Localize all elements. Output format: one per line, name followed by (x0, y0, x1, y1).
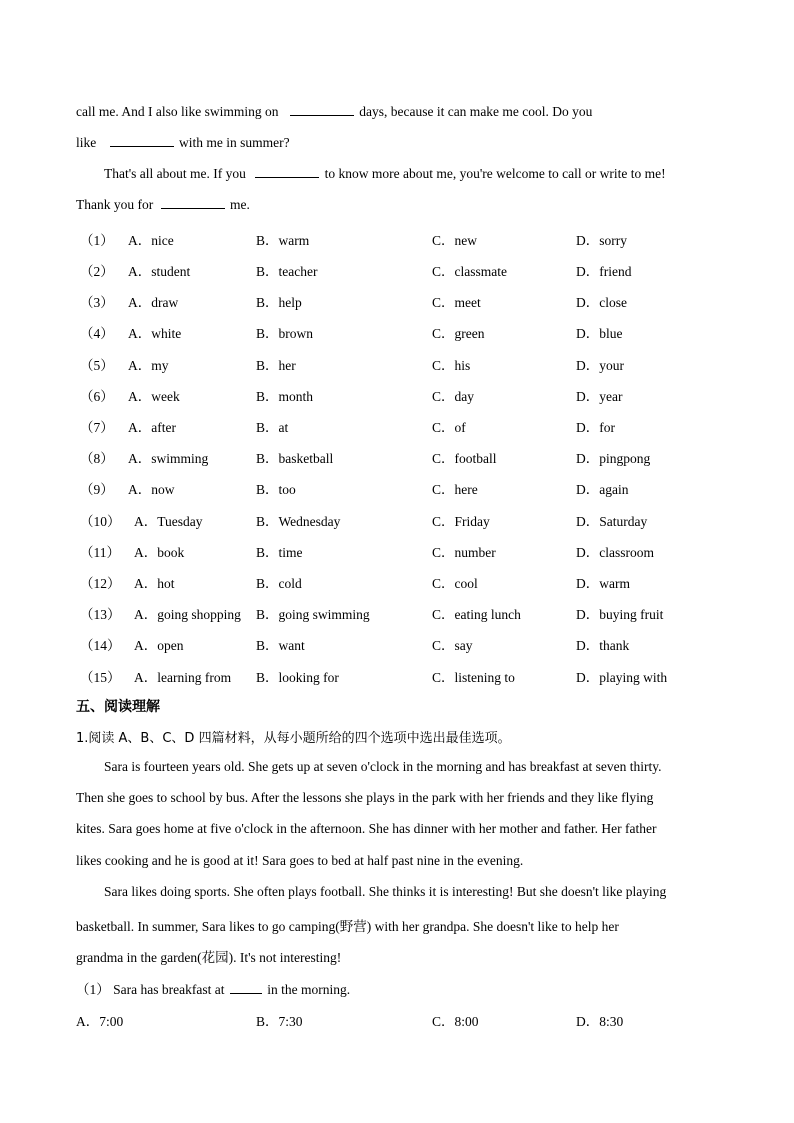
cloze-text: call me. And I also like swimming on (76, 104, 279, 119)
option-d: D．Saturday (576, 514, 648, 529)
question-stem-text: in the morning. (267, 982, 351, 997)
passage-line: Sara likes doing sports. She often plays football. She thinks it is interesting! But she doesn't like playing (104, 884, 667, 899)
cloze-text: days, because it can make me cool. Do you (359, 104, 593, 119)
option-b: B．going swimming (256, 607, 370, 622)
answer-blank (290, 104, 354, 116)
option-a: A．book (134, 545, 185, 560)
option-c: C．classmate (432, 264, 507, 279)
option-row (76, 291, 716, 311)
option-d: D．thank (576, 638, 630, 653)
option-b: B．at (256, 420, 289, 435)
option-b: B．warm (256, 233, 310, 248)
passage-line: kites. Sara goes home at five o'clock in the afternoon. She has dinner with her mother and father. Her father (76, 821, 657, 836)
question-number: （14） (80, 638, 121, 653)
answer-blank (110, 135, 174, 147)
question-number: （10） (80, 514, 121, 529)
option-b: B．basketball (256, 451, 334, 466)
section-instruction: 1.阅读 A、B、C、D 四篇材料，从每小题所给的四个选项中选出最佳选项。 (76, 731, 511, 746)
question-number: （4） (80, 326, 114, 341)
option-b: B．her (256, 358, 296, 373)
option-d: D．8:30 (576, 1014, 624, 1029)
option-d: D．for (576, 420, 615, 435)
section-title: 五、阅读理解 (76, 699, 160, 715)
option-c: C．of (432, 420, 466, 435)
option-a: A．draw (128, 295, 179, 310)
option-b: B．month (256, 389, 314, 404)
option-a: A．open (134, 638, 184, 653)
question-number: （7） (80, 420, 114, 435)
passage-line: basketball. In summer, Sara likes to go camping(野营) with her grandpa. She doesn't like to help her (76, 919, 619, 934)
option-a: A．going shopping (134, 607, 241, 622)
option-a: A．learning from (134, 670, 232, 685)
question-number: （8） (80, 451, 114, 466)
question-number: （5） (80, 358, 114, 373)
option-row (76, 1010, 716, 1030)
passage-line: Then she goes to school by bus. After the lessons she plays in the park with her friends and they like flying (76, 790, 654, 805)
option-row (76, 510, 716, 530)
option-c: C．meet (432, 295, 481, 310)
question-number: （12） (80, 576, 121, 591)
answer-blank (230, 982, 262, 994)
option-row (76, 416, 716, 436)
option-a: A．my (128, 358, 169, 373)
cloze-text: with me in summer? (179, 135, 290, 150)
option-a: A．7:00 (76, 1014, 124, 1029)
option-d: D．classroom (576, 545, 654, 560)
option-c: C．his (432, 358, 471, 373)
option-row (76, 541, 716, 561)
option-d: D．year (576, 389, 623, 404)
question-number: （15） (80, 670, 121, 685)
cloze-text: to know more about me, you're welcome to call or write to me! (324, 166, 666, 181)
cloze-line-4 (76, 197, 250, 213)
option-d: D．blue (576, 326, 623, 341)
option-d: D．your (576, 358, 624, 373)
option-a: A．student (128, 264, 191, 279)
option-c: C．listening to (432, 670, 515, 685)
cloze-text: Thank you for (76, 197, 154, 212)
option-row (76, 666, 716, 686)
option-b: B．too (256, 482, 296, 497)
option-b: B．7:30 (256, 1014, 303, 1029)
option-d: D．playing with (576, 670, 668, 685)
option-b: B．cold (256, 576, 302, 591)
option-d: D．warm (576, 576, 630, 591)
option-d: D．close (576, 295, 627, 310)
question-number: （13） (80, 607, 121, 622)
cloze-line-3 (104, 166, 666, 182)
option-c: C．green (432, 326, 485, 341)
option-c: C．new (432, 233, 477, 248)
option-b: B．Wednesday (256, 514, 341, 529)
answer-blank (161, 197, 225, 209)
option-c: C．here (432, 482, 478, 497)
question-number: （9） (80, 482, 114, 497)
option-b: B．want (256, 638, 305, 653)
cloze-text: like (76, 135, 97, 150)
option-row (76, 478, 716, 498)
question-number: （11） (80, 545, 120, 560)
option-b: B．help (256, 295, 302, 310)
question-stem (76, 978, 350, 998)
option-row (76, 447, 716, 467)
option-c: C．day (432, 389, 474, 404)
passage-line: grandma in the garden(花园). It's not interesting! (76, 950, 342, 965)
cloze-line-1 (76, 104, 592, 120)
option-d: D．again (576, 482, 629, 497)
option-b: B．time (256, 545, 303, 560)
cloze-line-2 (76, 135, 290, 151)
passage-line: Sara is fourteen years old. She gets up at seven o'clock in the morning and has breakfast at seven thirty. (104, 759, 662, 774)
option-c: C．football (432, 451, 497, 466)
option-d: D．buying fruit (576, 607, 664, 622)
option-b: B．brown (256, 326, 313, 341)
question-number: （3） (80, 295, 114, 310)
option-a: A．nice (128, 233, 174, 248)
option-a: A．after (128, 420, 176, 435)
option-row (76, 385, 716, 405)
question-number: （2） (80, 264, 114, 279)
option-d: D．pingpong (576, 451, 651, 466)
option-b: B．looking for (256, 670, 339, 685)
option-c: C．say (432, 638, 473, 653)
option-a: A．now (128, 482, 175, 497)
option-row (76, 603, 716, 623)
option-b: B．teacher (256, 264, 318, 279)
answer-blank (255, 166, 319, 178)
question-number: （6） (80, 389, 114, 404)
option-a: A．hot (134, 576, 175, 591)
option-d: D．friend (576, 264, 632, 279)
option-row (76, 322, 716, 342)
option-c: C．8:00 (432, 1014, 479, 1029)
cloze-text: me. (229, 197, 250, 212)
option-row (76, 572, 716, 592)
option-c: C．number (432, 545, 496, 560)
option-row (76, 634, 716, 654)
passage-line: likes cooking and he is good at it! Sara goes to bed at half past nine in the evening. (76, 853, 524, 868)
option-row (76, 354, 716, 374)
option-d: D．sorry (576, 233, 627, 248)
option-a: A．week (128, 389, 180, 404)
option-a: A．white (128, 326, 182, 341)
option-c: C．cool (432, 576, 478, 591)
option-a: A．Tuesday (134, 514, 203, 529)
option-a: A．swimming (128, 451, 209, 466)
cloze-text: That's all about me. If you (104, 166, 246, 181)
option-row (76, 260, 716, 280)
question-stem-text: （1） Sara has breakfast at (76, 982, 225, 997)
option-c: C．Friday (432, 514, 490, 529)
question-number: （1） (80, 233, 114, 248)
option-c: C．eating lunch (432, 607, 521, 622)
option-row (76, 229, 716, 249)
